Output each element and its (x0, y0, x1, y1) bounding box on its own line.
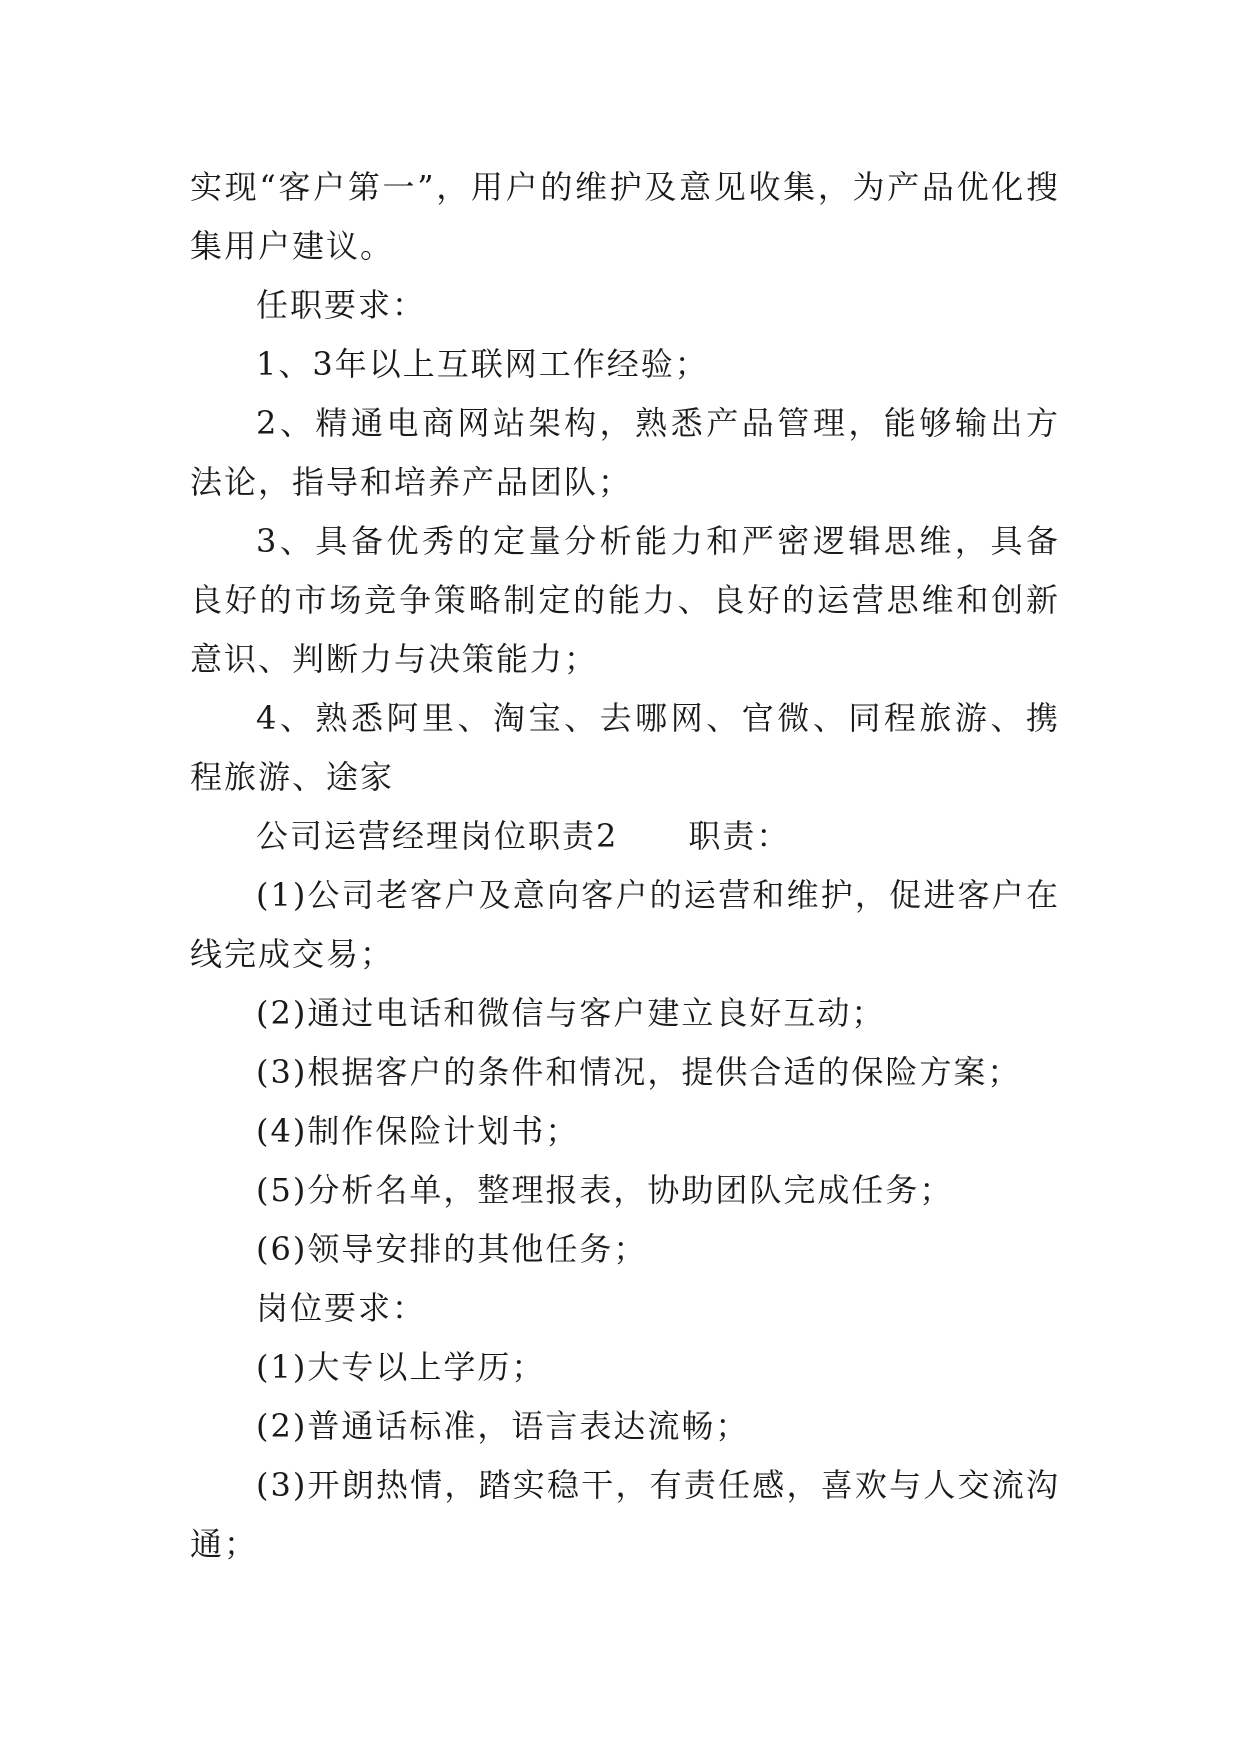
section-title: 公司运营经理岗位职责2 (256, 817, 619, 855)
duty-item-1: (1)公司老客户及意向客户的运营和维护，促进客户在线完成交易； (190, 876, 1060, 973)
duties-label: 职责： (688, 817, 791, 855)
position-requirement-2: (2)普通话标准，语言表达流畅； (256, 1407, 750, 1445)
section-title-line (190, 807, 1060, 866)
position-requirement-3: (3)开朗热情，踏实稳干，有责任感，喜欢与人交流沟通； (190, 1466, 1060, 1563)
requirement-item-4: 4、熟悉阿里、淘宝、去哪网、官微、同程旅游、携程旅游、途家 (190, 699, 1060, 796)
duty-item-6: (6)领导安排的其他任务； (256, 1230, 648, 1268)
heading-position-requirements: 岗位要求： (256, 1289, 427, 1327)
requirement-item-1: 1、3年以上互联网工作经验； (256, 345, 709, 383)
duty-item-2: (2)通过电话和微信与客户建立良好互动； (256, 994, 886, 1032)
requirement-item-3: 3、具备优秀的定量分析能力和严密逻辑思维，具备良好的市场竞争策略制定的能力、良好的运营思维和创新意识、判断力与决策能力； (190, 522, 1060, 678)
paragraph-customer-first: 实现“客户第一”，用户的维护及意见收集，为产品优化搜集用户建议。 (190, 168, 1060, 265)
requirement-item-2: 2、精通电商网站架构，熟悉产品管理，能够输出方法论，指导和培养产品团队； (190, 404, 1060, 501)
document-body (190, 158, 1060, 1574)
duty-item-3: (3)根据客户的条件和情况，提供合适的保险方案； (256, 1053, 1022, 1091)
heading-job-requirements: 任职要求： (256, 286, 427, 324)
duty-item-4: (4)制作保险计划书； (256, 1112, 580, 1150)
duty-item-5: (5)分析名单，整理报表，协助团队完成任务； (256, 1171, 954, 1209)
position-requirement-1: (1)大专以上学历； (256, 1348, 546, 1386)
